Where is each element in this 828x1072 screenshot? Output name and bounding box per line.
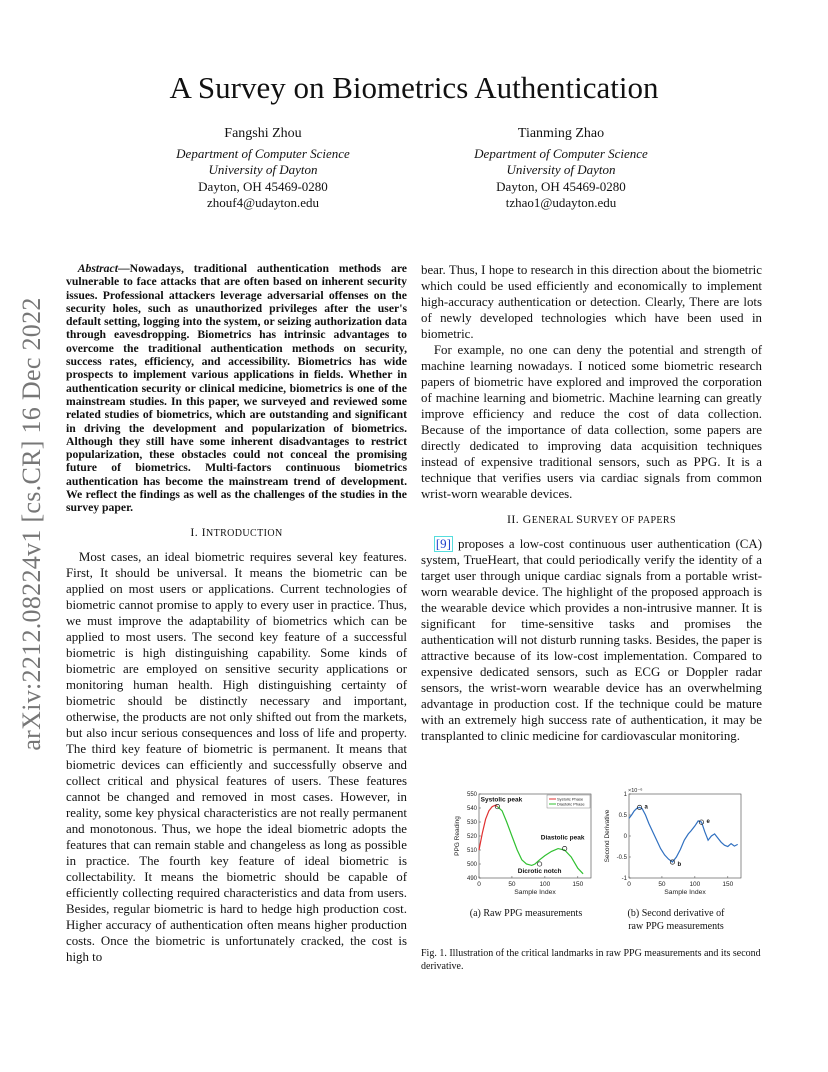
y-tick-label: 530 <box>466 820 477 826</box>
x-tick-label: 100 <box>689 881 701 888</box>
landmark-label: Systolic peak <box>480 796 523 804</box>
figure-1 <box>421 780 762 980</box>
arxiv-stamp <box>14 284 50 764</box>
x-tick-label: 0 <box>477 881 481 888</box>
author-dept: Department of Computer Science <box>176 145 350 161</box>
section-heading-introduction: I. INTRODUCTION <box>190 524 283 539</box>
y-tick-label: 550 <box>466 792 477 798</box>
y-tick-label: 540 <box>466 806 477 812</box>
paper-title: A Survey on Biometrics Authentication <box>169 70 659 105</box>
survey-paragraph: [9] proposes a low-cost continuous user authentication (CA) system, TrueHeart, that could periodically verify the identity of a target user through unique cardiac signals from a portable wrist-worn wearable device. The highlight of the proposed approach is the wearable device which provides a non-intrusive manner. It is significant for time-sensitive tasks and promises the authentication will not disturb running tasks. Besides, the paper is attractive because of its low-cost implementation. Compared to expensive dedicated sensors, such as ECG or Doppler radar sensors, the wrist-worn wearable device has an overwhelming advantage in production cost. If the technique could be mature with an extremely high success rate of authentication, it may be transplanted to clinic medicine for cardiovascular monitoring. <box>421 537 762 743</box>
y-tick-label: -1 <box>621 876 627 882</box>
author-name: Fangshi Zhou <box>224 126 302 141</box>
landmark-label: Diastolic peak <box>540 834 585 842</box>
y-tick-label: 1 <box>623 792 627 798</box>
x-tick-label: 150 <box>572 881 584 888</box>
body-paragraph: bear. Thus, I hope to research in this direction about the biometric which could be used efficiently and economically to implement high-accuracy authentication or detection. Clearly, There are lots of newly developed technologies which have been used in biometric. <box>421 263 762 341</box>
y-axis-label: Second Derivative <box>604 809 611 863</box>
author-email: tzhao1@udayton.edu <box>505 195 617 210</box>
section-heading-survey: II. GENERAL SURVEY OF PAPERS <box>507 512 676 526</box>
y-tick-label: 500 <box>466 862 477 868</box>
author-name: Tianming Zhao <box>517 126 605 141</box>
abstract-label: Abstract <box>77 262 118 275</box>
x-tick-label: 50 <box>508 881 516 888</box>
author-address: Dayton, OH 45469-0280 <box>496 178 626 194</box>
author-univ: University of Dayton <box>506 162 616 177</box>
series-line-1 <box>479 805 497 850</box>
x-tick-label: 100 <box>539 881 551 888</box>
series-line-1 <box>629 807 738 862</box>
landmark-marker <box>537 862 541 866</box>
author-univ: University of Dayton <box>208 162 318 177</box>
author-address: Dayton, OH 45469-0280 <box>198 178 328 194</box>
author-block-2 <box>431 126 691 212</box>
y-axis-label: PPG Reading <box>454 816 461 856</box>
y-tick-label: 0 <box>623 834 627 840</box>
author-block-1 <box>133 126 393 212</box>
intro-paragraph: Most cases, an ideal biometric requires several key features. First, It should be universal. It means the biometric can be applied on most users or applications. Current technologies of biometric cannot promise to apply to every user in practice. Thus, we must improve the adaptability of biometrics which can be applied to most users. The second key feature of a successful biometric is high distinguishing capability. Some kinds of biometric are employed on sensitive security applications or monitoring human health. High distinguishing certainty of biometric should be distinctly necessary and important, otherwise, the products are not only shifted out from the markets, but also incur serious consequences and loss of life and property. The third key feature of biometric is permanent. It means that biometric devices can efficiently and successfully observe and collect critical and physical features of users. These features cannot be changed and removed in most cases. However, in reality, some key physical characteristics are not really permanent and monotonous. Thus, we hope the ideal biometric adopts the features that can remain stable and changeless as long as possible in practice. The fourth key feature of ideal biometric is collectability. It means the biometric should be capable of efficiently collecting required characteristics and data from users. Besides, regular biometric is hard to hedge high production cost. Higher accuracy of authentication often means higher production costs. Once the biometric is unfortunately cracked, the cost is high to <box>66 549 407 964</box>
x-tick-label: 0 <box>627 881 631 888</box>
ppg-raw-chart <box>451 786 601 911</box>
x-tick-label: 150 <box>722 881 734 888</box>
y-tick-label: 520 <box>466 834 477 840</box>
legend-entry: Diastolic Phase <box>557 801 585 807</box>
legend-entry: Systolic Phase <box>557 796 584 802</box>
y-tick-label: 510 <box>466 848 477 854</box>
left-column <box>66 262 407 965</box>
y-tick-label: 0.5 <box>618 813 627 819</box>
abstract <box>66 262 407 515</box>
author-email: zhouf4@udayton.edu <box>207 195 319 210</box>
landmark-label: a <box>644 804 648 811</box>
right-column <box>421 262 762 744</box>
landmark-label: Dicrotic notch <box>517 868 562 875</box>
body-paragraph: For example, no one can deny the potential and strength of machine learning nowadays. I noticed some biometric research papers of biometric have explored and improved the corporation of machine learning and biometric. Machine learning can greatly improve efficiency and reduce the cost of data collection. Because of the importance of data collection, some papers are directly dedicated to improving data acquisition techniques instead of expensive traditional sensors, such as PPG. It is a technique that verifies users via cardiac signals from common wrist-worn wearable devices. <box>421 343 762 501</box>
arxiv-stamp-text: arXiv:2212.08224v1 [cs.CR] 16 Dec 2022 <box>17 297 46 751</box>
x-axis-label: Sample Index <box>664 889 706 896</box>
figure-caption: Fig. 1. Illustration of the critical landmarks in raw PPG measurements and its second derivative. <box>421 948 761 972</box>
abstract-text: —Nowadays, traditional authentication methods are vulnerable to face attacks that are often based on inherent security issues. Professional attackers leverage adversarial offenses on the security holes, such as unauthorized privileges after the user's default setting, logging into the system, or seizing authorization data through eavesdropping. Biometrics has intrinsic advantages to overcome the traditional authentication methods on security, success rates, efficiency, and accessibility. Biometrics has wide prospects to implement various applications in fields. Whether in authentication security or clinical medicine, biometrics is one of the mainstream studies. In this paper, we surveyed and reviewed some related studies of biometrics, which are outstanding and significant in driving the development and popularization of biometrics. Although they still have some inherent disadvantages to restrict popularization, these obstacles could not conceal the promising future of biometrics. Multi-factors continuous biometrics authentication has become the mainstream trend of development. We reflect the findings as well as the challenges of the studies in the survey paper. <box>66 262 407 515</box>
author-dept: Department of Computer Science <box>474 145 648 161</box>
y-tick-label: -0.5 <box>616 855 627 861</box>
subcaption-a: (a) Raw PPG measurements <box>469 908 583 919</box>
x-axis-label: Sample Index <box>514 889 556 896</box>
x-tick-label: 50 <box>658 881 666 888</box>
y-tick-label: 490 <box>466 876 477 882</box>
landmark-label: e <box>706 819 710 826</box>
subcaption-b: (b) Second derivative of raw PPG measurements <box>627 908 725 932</box>
y-exponent-label: ×10⁻⁶ <box>628 788 643 794</box>
landmark-label: b <box>677 862 682 869</box>
citation-link[interactable]: [9] <box>435 537 451 551</box>
ppg-second-derivative-chart <box>601 786 751 911</box>
